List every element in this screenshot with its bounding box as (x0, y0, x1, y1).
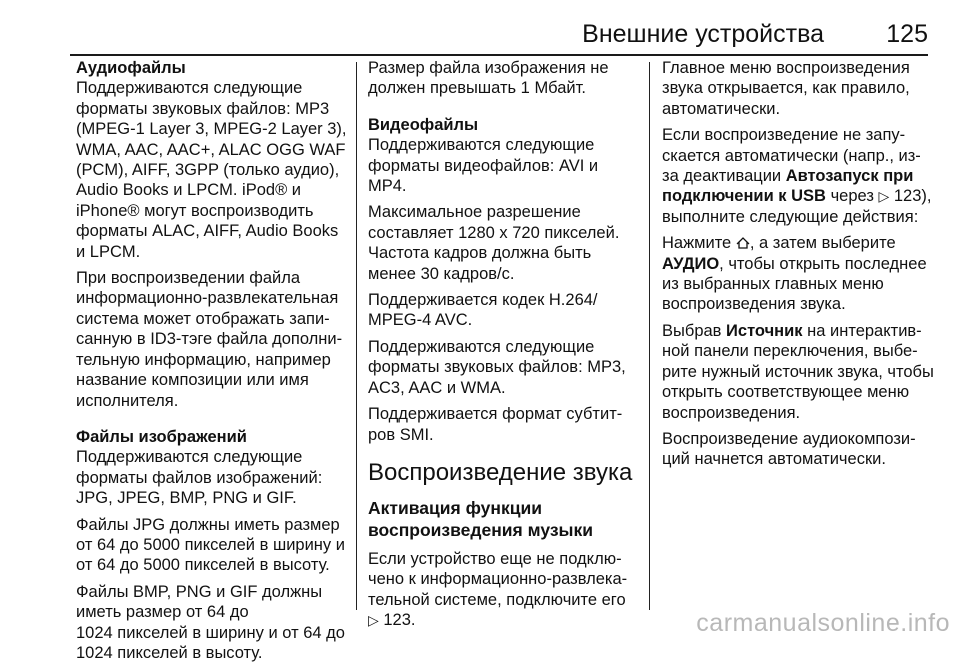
autoplay-paragraph (662, 429, 928, 470)
text-line: Поддерживаются следующие (368, 337, 595, 356)
text-line: информационно-развлекательная (76, 289, 339, 308)
text-line: AC3, AAC и WMA. (368, 378, 506, 397)
column-1 (76, 58, 352, 669)
text-line: из выбранных главных меню (662, 275, 884, 294)
text-line: иметь размер от 64 до (76, 603, 249, 622)
text-line: менее 30 кадров/с. (368, 264, 515, 283)
text-line: Файлы JPG должны иметь размер (76, 515, 340, 534)
text-line: составляет 1280 x 720 пикселей. (368, 223, 620, 242)
text-line (662, 254, 928, 274)
text-line: и LPCM. (76, 242, 141, 261)
image-files-paragraph (76, 427, 352, 509)
autostart-setting-label: подключении к USB (662, 187, 826, 206)
audio-menu-label: АУДИО (662, 254, 720, 273)
text-line: Audio Books и LPCM. iPod® и (76, 181, 302, 200)
text-line: Файлы BMP, PNG и GIF должны (76, 582, 323, 601)
press-home-paragraph (662, 233, 928, 315)
source-label: Источник (726, 321, 803, 340)
text-line: 1024 пикселей в высоту. (76, 643, 263, 662)
text-line: Поддерживаются следующие (368, 136, 595, 155)
image-size-limit-paragraph (368, 58, 634, 99)
home-icon (736, 234, 750, 252)
activate-paragraph (368, 549, 634, 631)
text-line: iPhone® могут воспроизводить (76, 201, 314, 220)
text-line: Если устройство еще не подклю- (368, 549, 622, 568)
video-audio-formats-paragraph (368, 337, 634, 398)
main-menu-paragraph (662, 58, 928, 119)
text-line (662, 166, 928, 186)
page-reference[interactable]: 123. (383, 611, 416, 630)
text-line (662, 186, 932, 206)
text-line: тельной системе, подключите его (368, 590, 626, 609)
page-title: Внешние устройства (582, 20, 824, 48)
section-heading: Воспроизведение звука (368, 458, 633, 486)
text-line: форматы звуковых файлов: MP3 (76, 99, 330, 118)
page-reference[interactable]: 123), (893, 187, 932, 206)
text-line (662, 233, 928, 253)
text-line: санную в ID3-тэге файла дополни- (76, 330, 343, 349)
text-fragment: через (825, 187, 879, 206)
text-line: форматы звуковых файлов: MP3, (368, 358, 626, 377)
autostart-paragraph (662, 125, 932, 227)
text-line: Частота кадров должна быть (368, 244, 592, 263)
text-line: форматы видеофайлов: AVI и (368, 156, 599, 175)
text-fragment: за деактивации (662, 167, 786, 186)
text-line: (MPEG-1 Layer 3, MPEG-2 Layer 3), (76, 120, 347, 139)
text-line: тельную информацию, например (76, 350, 331, 369)
text-line: Максимальное разрешение (368, 203, 581, 222)
watermark: carmanualsonline.info (696, 609, 950, 637)
column-divider (649, 62, 650, 610)
text-line: Поддерживается формат субтит- (368, 405, 623, 424)
text-line: (PCM), AIFF, 3GPP (только аудио), (76, 161, 340, 180)
text-line: MP4. (368, 177, 407, 196)
audio-files-heading: Аудиофайлы (76, 59, 186, 77)
text-line: выполните следующие действия: (662, 207, 919, 226)
text-line: автоматически. (662, 99, 781, 118)
text-line: ций начнется автоматически. (662, 450, 886, 469)
heading-line: Активация функции (368, 497, 542, 518)
column-3 (662, 58, 934, 476)
text-fragment: Нажмите (662, 234, 736, 253)
heading-line: воспроизведения музыки (368, 519, 594, 540)
text-line: MPEG-4 AVC. (368, 311, 473, 330)
text-line: ров SMI. (368, 425, 434, 444)
page-number: 125 (886, 20, 928, 48)
text-line: JPG, JPEG, BMP, PNG и GIF. (76, 489, 297, 508)
video-files-paragraph (368, 115, 634, 197)
image-files-heading: Файлы изображений (76, 427, 247, 446)
text-line: Главное меню воспроизведения (662, 59, 910, 77)
source-paragraph (662, 321, 934, 423)
text-line: Размер файла изображения не (368, 59, 609, 77)
text-line: Если воспроизведение не запу- (662, 126, 906, 145)
text-line: скается автоматически (напр., из- (662, 146, 921, 165)
text-line: Поддерживается кодек H.264/ (368, 291, 598, 310)
text-line: WMA, AAC, AAC+, ALAC OGG WAF (76, 140, 346, 159)
text-line: рите нужный источник звука, чтобы (662, 362, 934, 381)
text-line: 1024 пикселей в ширину и от 64 до (76, 623, 345, 642)
page-reference-icon: ▷ (878, 188, 890, 205)
text-line: ной панели переключения, выбе- (662, 342, 918, 361)
text-fragment: , а затем выберите (749, 234, 896, 253)
column-2 (368, 58, 634, 637)
resolution-paragraph (368, 202, 634, 284)
text-line (368, 610, 634, 630)
text-line: система может отображать запи- (76, 309, 330, 328)
page-reference-icon: ▷ (368, 612, 379, 629)
text-line: форматы ALAC, AIFF, Audio Books (76, 222, 339, 241)
codec-paragraph (368, 290, 634, 331)
autostart-setting-label: Автозапуск при (785, 167, 914, 186)
text-line (662, 321, 928, 341)
text-line: исполнителя. (76, 391, 179, 410)
jpg-size-paragraph (76, 515, 352, 576)
text-line: форматы файлов изображений: (76, 468, 323, 487)
text-fragment: Выбрав (662, 321, 727, 340)
text-line: Поддерживаются следующие (76, 79, 303, 98)
text-line: название композиции или имя (76, 371, 309, 390)
id3-paragraph (76, 268, 352, 411)
text-line: чено к информационно-развлека- (368, 570, 628, 589)
text-line: Воспроизведение аудиокомпози- (662, 429, 916, 448)
text-line: При воспроизведении файла (76, 269, 301, 288)
audio-files-paragraph (76, 58, 352, 262)
text-fragment: на интерактив- (802, 321, 922, 340)
text-line: звука открывается, как правило, (662, 79, 910, 98)
bmp-size-paragraph (76, 582, 352, 664)
text-line: от 64 до 5000 пикселей в высоту. (76, 556, 330, 575)
column-divider (356, 62, 357, 610)
text-line: от 64 до 5000 пикселей в ширину и (76, 535, 345, 554)
text-line: Поддерживаются следующие (76, 448, 303, 467)
text-line: должен превышать 1 Мбайт. (368, 79, 586, 98)
video-files-heading: Видеофайлы (368, 115, 479, 134)
subtitle-paragraph (368, 404, 634, 445)
text-fragment: , чтобы открыть последнее (719, 254, 927, 273)
text-line: воспроизведения звука. (662, 295, 846, 314)
text-line: воспроизведения. (662, 403, 801, 422)
page-header (70, 0, 928, 56)
text-line: открыть соответствующее меню (662, 383, 910, 402)
subsection-heading (368, 497, 634, 541)
